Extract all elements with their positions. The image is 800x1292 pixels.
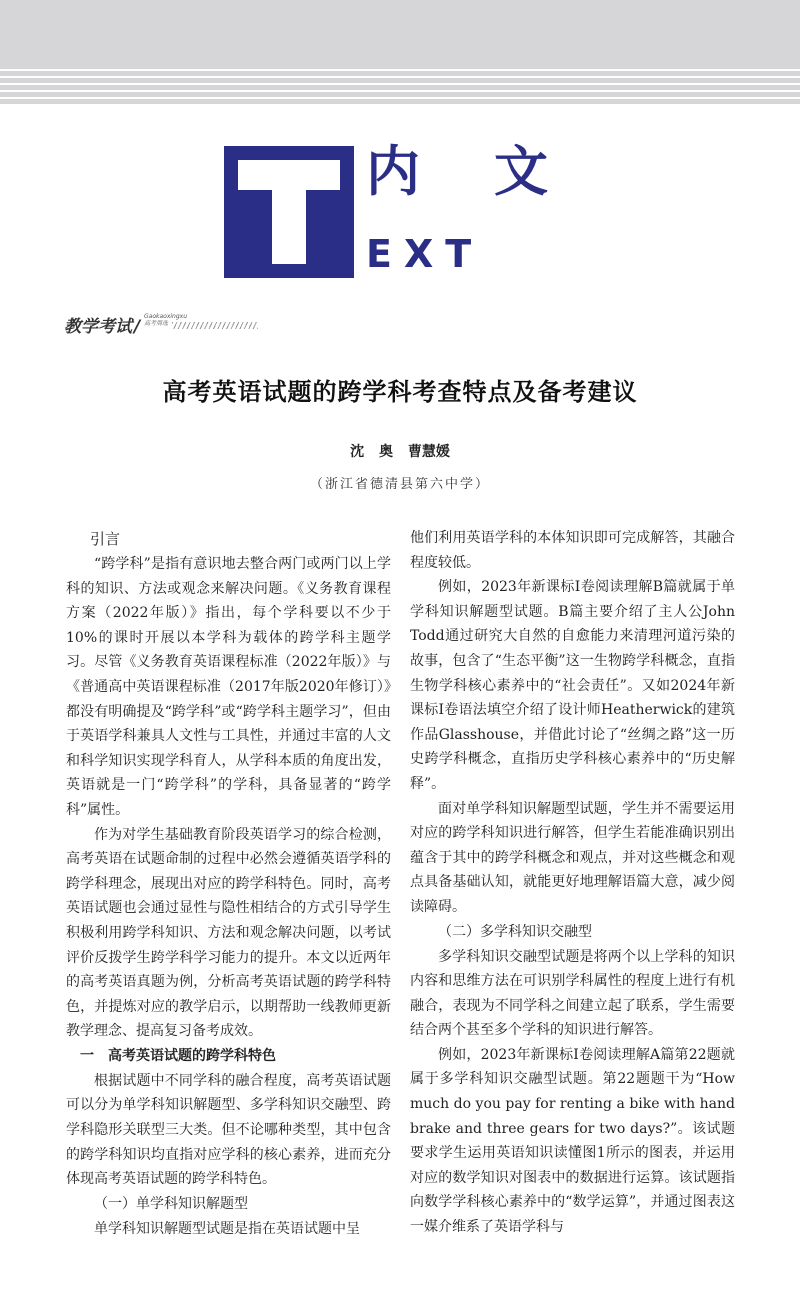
subsection-1-heading: （一）单学科知识解题型 [94,1195,248,1212]
intro-paragraph-1: “跨学科”是指有意识地去整合两门或两门以上学科的知识、方法或观念来解决问题。《义务教育课程方案（2022年版）》指出，每个学科要以不少于10%的课时开展以本学科为载体的跨学科主题学习。尽管《义务教育英语课程标准（2022年版）》与《普通高中英语课程标准（2017年版2020年修订）》都没有明确提及“跨学科”或“跨学科主题学习”，但由于英语学科兼具人文性与工具性，并通过丰富的人文和科学知识实现学科育人，从学科本质的角度出发，英语就是一门“跨学科”的学科，具备显著的“跨学科”属性。 [66,556,391,818]
right-paragraph-1: 例如，2023年新课标Ⅰ卷阅读理解B篇就属于单学科知识解题型试题。B篇主要介绍了主人公John Todd通过研究大自然的自愈能力来清理河道污染的故事，包含了“生态平衡”这一生物跨学科概念，直指生物学科核心素养中的“社会责任”。又如2024年新课标Ⅰ卷语法填空介绍了设计师Heatherwick的建筑作品Glasshouse，并借此讨论了“丝绸之路”这一历史跨学科概念，直指历史学科核心素养中的“历史解释”。 [410,579,735,792]
section-label: 教学考试 [64,317,132,337]
left-column [66,526,391,1241]
right-paragraph-2: 面对单学科知识解题型试题，学生并不需要运用对应的跨学科知识进行解答，但学生若能准确识别出蕴含于其中的跨学科概念和观点，并对这些概念和观点具备基础认知，就能更好地理解语篇大意，减少阅读障碍。 [410,800,735,915]
section-slash: / [134,317,141,337]
section-1-paragraph-1: 根据试题中不同学科的融合程度，高考英语试题可以分为单学科知识解题型、多学科知识交融型、跨学科隐形关联型三大类。但不论哪种类型，其中包含的跨学科知识均直指对应学科的核心素养，进而充分体现高考英语试题的跨学科特色。 [66,1072,391,1188]
banner-stripes [0,64,800,104]
subsection-2-heading: （二）多学科知识交融型 [438,923,592,940]
top-banner [0,0,800,104]
right-paragraph-4: 例如，2023年新课标Ⅰ卷阅读理解A篇第22题就属于多学科知识交融型试题。第22题题干为“How much do you pay for renting a bike with hand brake and three gears for two days?”。该试题要求学生运用英语知识读懂图1所示的图表，并运用对应的数学知识对图表中的数据进行运算。该试题指向数学学科核心素养中的“数学运算”，并通过图表这一媒介维系了英语学科与 [410,1046,735,1236]
brand-cn-nei: 内 [366,140,420,203]
brand-cn-wen: 文 [494,140,548,203]
section-hatch-decoration [172,322,258,329]
brand-t-logo [224,146,354,278]
right-column [410,526,735,1240]
section-1-heading: 一 高考英语试题的跨学科特色 [80,1047,276,1064]
section-tag [64,312,140,336]
article-title: 高考英语试题的跨学科考查特点及备考建议 [162,377,638,406]
section-small-cn: 高考周选 [144,320,169,327]
brand-en-ext: EXT [366,232,484,276]
t-logo-stem [272,186,306,264]
article-affiliation: （浙江省德清县第六中学） [309,477,490,492]
intro-paragraph-2: 作为对学生基础教育阶段英语学习的综合检测，高考英语在试题命制的过程中必然会遵循英语学科的跨学科理念，展现出对应的跨学科特色。同时，高考英语试题也会通过显性与隐性相结合的方式引导学生积极利用跨学科知识、方法和观念解决问题，以考试评价反拨学生跨学科学习能力的提升。本文以近两年的高考英语真题为例，分析高考英语试题的跨学科特色，并提炼对应的教学启示，以期帮助一线教师更新教学理念、提高复习备考成效。 [66,826,391,1040]
section-pinyin: Gaokaoxingxu [144,313,188,320]
article-authors: 沈 奥 曹慧媛 [350,444,450,460]
right-paragraph-0: 他们利用英语学科的本体知识即可完成解答，其融合程度较低。 [410,530,735,571]
subsection-1-paragraph-1: 单学科知识解题型试题是指在英语试题中呈 [94,1220,360,1237]
right-paragraph-3: 多学科知识交融型试题是将两个以上学科的知识内容和思维方法在可识别学科属性的程度上进行有机融合，表现为不同学科之间建立起了联系，学生需要结合两个甚至多个学科的知识进行解答。 [410,948,735,1039]
intro-heading: 引言 [90,530,121,548]
